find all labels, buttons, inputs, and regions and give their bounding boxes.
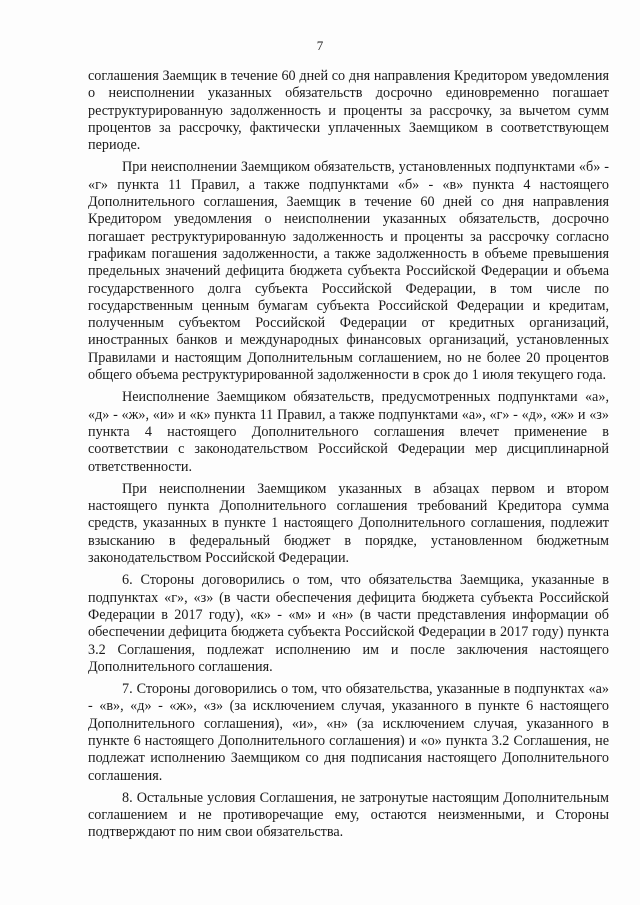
paragraph-continuation: соглашения Заемщик в течение 60 дней со дня направления Кредитором уведомления о неисполнении указанных обязательств досрочно единовременно погашает реструктурированную задолженность и проценты за рассрочку, за вычетом сумм процентов за рассрочку, фактически уплаченных Заемщиком в соответствующем периоде. bbox=[88, 68, 609, 154]
paragraph-federal-budget-recovery: При неисполнении Заемщиком указанных в абзацах первом и втором настоящего пункта Дополнительного соглашения требований Кредитора сумма средств, указанных в пункте 1 настоящего Дополнительного соглашения, подлежит взысканию в федеральный бюджет в порядке, установленном бюджетным законодательством Российской Федерации. bbox=[88, 480, 609, 567]
page-number: 7 bbox=[316, 38, 324, 53]
clause-7: 7. Стороны договорились о том, что обязательства, указанные в подпунктах «а» - «в», «д» - «ж», «з» (за исключением случая, указанного в пункте 6 настоящего Дополнительного соглашения), «и», «н» (за исключением случая, указанного в пункте 6 настоящего Дополнительного соглашения) и «о» пункта 3.2 Соглашения, не подлежат исполнению Заемщиком со дня подписания настоящего Дополнительного соглашения. bbox=[88, 681, 609, 784]
clause-6: 6. Стороны договорились о том, что обязательства Заемщика, указанные в подпунктах «г», «з» (в части обеспечения дефицита бюджета субъекта Российской Федерации в 2017 году), «к» - «м» и «н» (в части представления информации об обеспечении дефицита бюджета субъекта Российской Федерации в 2017 году) пункта 3.2 Соглашения, подлежат исполнению им и после заключения настоящего Дополнительного соглашения. bbox=[88, 572, 609, 675]
paragraph-early-repayment: При неисполнении Заемщиком обязательств, установленных подпунктами «б» - «г» пункта 11 Правил, а также подпунктами «б» - «в» пункта 4 настоящего Дополнительного соглашения, Заемщик в течение 60 дней со дня направления Кредитором уведомления о неисполнении указанных обязательств, досрочно погашает реструктурированную задолженность и проценты за рассрочку согласно графикам погашения задолженности, а также задолженность в объеме превышения предельных значений дефицита бюджета субъекта Российской Федерации и объема государственного долга субъекта Российской Федерации, в том числе по государственным ценным бумагам субъекта Российской Федерации и кредитам, полученным субъектом Российской Федерации от кредитных организаций, иностранных банков и международных финансовых организаций, установленных Правилами и настоящим Дополнительным соглашением, но не более 20 процентов общего объема реструктурированной задолженности в срок до 1 июля текущего года. bbox=[88, 159, 609, 384]
paragraph-disciplinary-liability: Неисполнение Заемщиком обязательств, предусмотренных подпунктами «а», «д» - «ж», «и» и «к» пункта 11 Правил, а также подпунктами «а», «г» - «д», «ж» и «з» пункта 4 настоящего Дополнительного соглашения влечет применение в соответствии с законодательством Российской Федерации мер дисциплинарной ответственности. bbox=[88, 389, 609, 475]
clause-8: 8. Остальные условия Соглашения, не затронутые настоящим Дополнительным соглашением и не противоречащие ему, остаются неизменными, и Стороны подтверждают по ним свои обязательства. bbox=[88, 789, 609, 841]
body-text bbox=[88, 68, 609, 847]
